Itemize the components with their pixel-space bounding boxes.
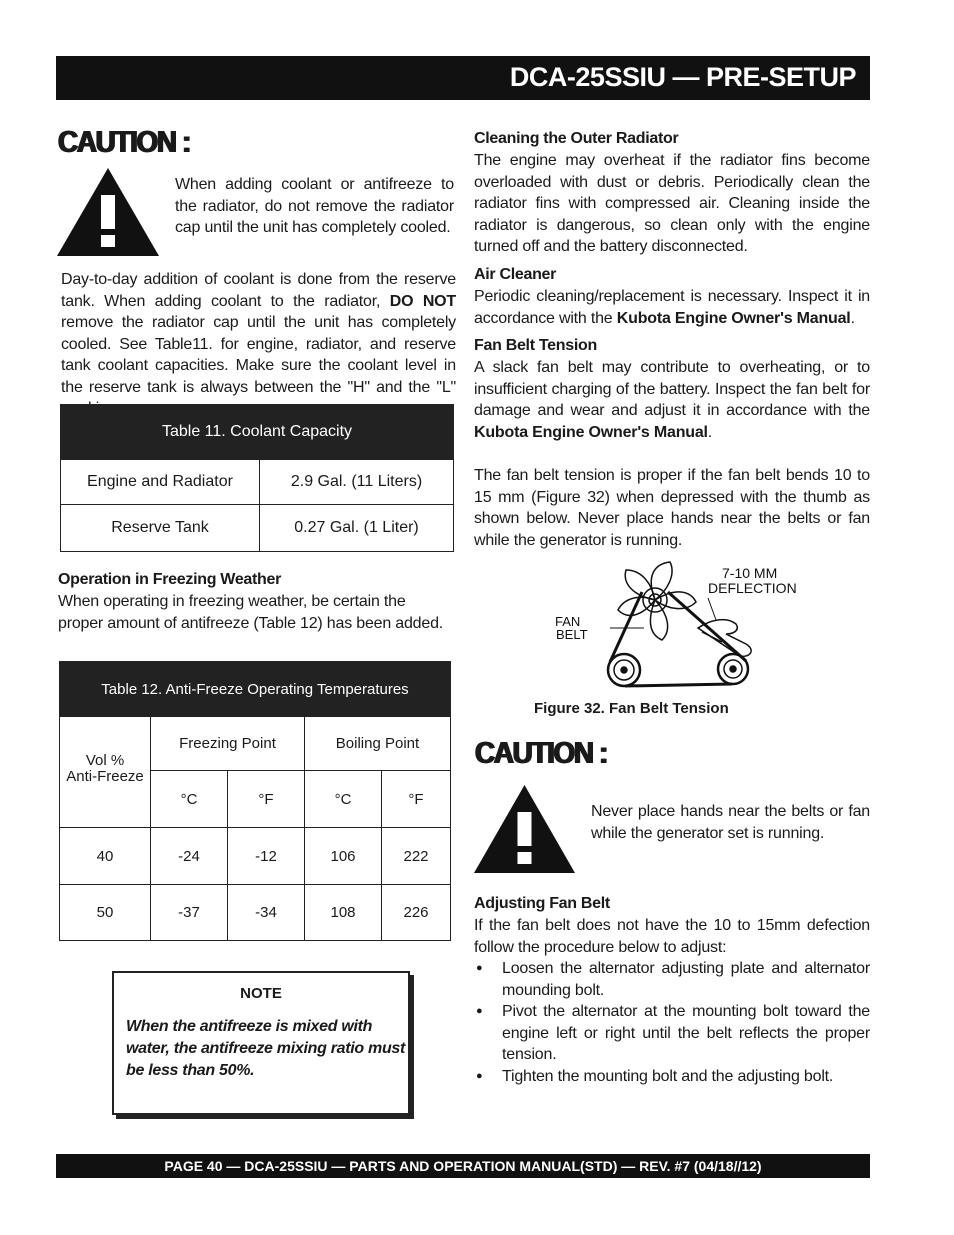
unit-f: °F <box>228 771 305 828</box>
antifreeze-table <box>59 661 451 941</box>
table-cell: -12 <box>228 828 305 885</box>
unit-f: °F <box>382 771 451 828</box>
table-cell: 2.9 Gal. (11 Liters) <box>260 460 454 505</box>
freezing-heading: Operation in Freezing Weather <box>58 571 282 588</box>
table-cell: 108 <box>305 885 382 941</box>
air-cleaner-heading: Air Cleaner <box>474 266 557 283</box>
antifreeze-label: Anti-Freeze <box>66 768 144 785</box>
table-cell: 222 <box>382 828 451 885</box>
table-cell: 0.27 Gal. (1 Liter) <box>260 505 454 552</box>
note-text: When the antifreeze is mixed with water, the antifreeze mixing ratio must be less than 50%. <box>126 1018 406 1079</box>
header-bar <box>56 56 870 100</box>
fan-label: FAN <box>555 614 581 629</box>
adjusting-text: If the fan belt does not have the 10 to 15mm defection follow the procedure below to adjust: <box>474 917 870 956</box>
air-cleaner-text: Periodic cleaning/replacement is necessary. Inspect it in accordance with the Kubota Engine Owner's Manual. <box>474 288 870 327</box>
unit-c: °C <box>305 771 382 828</box>
caution-text-2: Never place hands near the belts or fan while the generator set is running. <box>591 803 870 842</box>
table-cell: -34 <box>228 885 305 941</box>
list-item: ● Tighten the mounting bolt and the adjusting bolt. <box>474 1066 870 1088</box>
coolant-capacity-table <box>60 404 454 552</box>
caution-heading: CAUTION : <box>58 124 190 159</box>
table-header-vol <box>60 717 151 828</box>
table-cell: -24 <box>151 828 228 885</box>
table-row <box>60 828 451 885</box>
caution-heading-2: CAUTION : <box>475 735 607 770</box>
table-header-freezing: Freezing Point <box>151 717 305 771</box>
radiator-text: The engine may overheat if the radiator fins become overloaded with dust or debris. Periodically clean the radiator fins with compressed air. Cleaning inside the radiator is dangerous, so clean only with the engine turned off and the battery disconnected. <box>474 152 870 255</box>
table-row <box>60 885 451 941</box>
belt-label: BELT <box>556 627 588 642</box>
table-cell: -37 <box>151 885 228 941</box>
vol-label: Vol % <box>85 752 125 769</box>
page-title: DCA-25SSIU — PRE-SETUP <box>509 62 856 92</box>
adjusting-heading: Adjusting Fan Belt <box>474 895 610 912</box>
note-box <box>112 971 410 1115</box>
table-cell: Engine and Radiator <box>61 460 260 505</box>
adjusting-steps-list <box>474 958 870 1087</box>
fan-belt-heading: Fan Belt Tension <box>474 337 597 354</box>
table-title: Table 12. Anti-Freeze Operating Temperatures <box>60 662 451 717</box>
warning-triangle-icon <box>474 785 575 873</box>
radiator-heading: Cleaning the Outer Radiator <box>474 130 679 147</box>
table-row <box>61 505 454 552</box>
warning-triangle-icon <box>57 168 159 256</box>
figure-caption: Figure 32. Fan Belt Tension <box>534 700 729 717</box>
fan-belt-diagram <box>550 558 820 688</box>
footer-text: PAGE 40 — DCA-25SSIU — PARTS AND OPERATION MANUAL(STD) — REV. #7 (04/18//12) <box>164 1158 762 1174</box>
footer-bar <box>56 1154 870 1178</box>
caution-text: When adding coolant or antifreeze to the radiator, do not remove the radiator cap until the unit has completely cooled. <box>175 176 454 236</box>
list-item: ● Loosen the alternator adjusting plate and alternator mounding bolt. <box>474 958 870 1001</box>
table-cell: 40 <box>60 828 151 885</box>
table-row <box>61 460 454 505</box>
table-cell: 106 <box>305 828 382 885</box>
unit-c: °C <box>151 771 228 828</box>
table-header-boiling: Boiling Point <box>305 717 451 771</box>
table-title: Table 11. Coolant Capacity <box>61 405 454 460</box>
fan-belt-tension-text: The fan belt tension is proper if the fan belt bends 10 to 15 mm (Figure 32) when depressed with the thumb as shown below. Never place hands near the belts or fan while the generator is running. <box>474 467 870 549</box>
note-title: NOTE <box>240 985 282 1002</box>
coolant-paragraph: Day-to-day addition of coolant is done from the reserve tank. When adding coolant to the radiator, DO NOT remove the radiator cap until the unit has completely cooled. See Table11. for engine, radiator, and reserve tank coolant capacities. Make sure the coolant level in the reserve tank is always between the "H" and the "L" <box>61 271 456 396</box>
list-item: ● Pivot the alternator at the mounting bolt toward the engine left or right until the belt reflects the proper tension. <box>474 1001 870 1066</box>
table-cell: 50 <box>60 885 151 941</box>
deflection-label-1: 7-10 MM <box>722 565 778 581</box>
freezing-text: When operating in freezing weather, be certain the proper amount of antifreeze (Table 12) has been added. <box>58 593 444 632</box>
fan-belt-text: A slack fan belt may contribute to overheating, or to insufficient charging of the battery. Inspect the fan belt for damage and wear and adjust it in accordance with the Kubota Engine Owner's Manual. <box>474 359 870 441</box>
table-cell: Reserve Tank <box>61 505 260 552</box>
deflection-label-2: DEFLECTION <box>708 580 797 596</box>
table-cell: 226 <box>382 885 451 941</box>
